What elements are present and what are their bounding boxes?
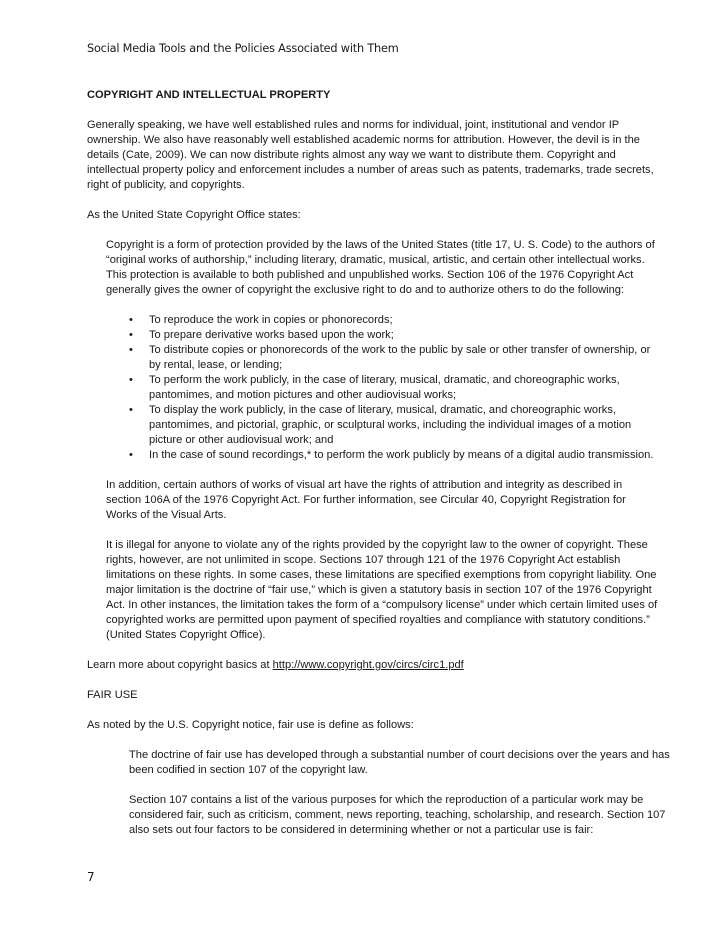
list-item-text: In the case of sound recordings,* to perform the work publicly by means of a digital audio transmission. (149, 449, 654, 461)
list-item-text: To distribute copies or phonorecords of the work to the public by sale or other transfer of ownership, or by rental, lease, or lending; (149, 344, 651, 371)
section-heading: COPYRIGHT AND INTELLECTUAL PROPERTY (87, 89, 331, 101)
quote-paragraph-2: In addition, certain authors of works of visual art have the rights of attribution and integrity as described in section 106A of the 1976 Copyright Act. For further information, see Circular 40, Copyright Registration for Works of the Visual Arts. (106, 479, 626, 521)
fair-use-lead-in: As noted by the U.S. Copyright notice, fair use is define as follows: (87, 719, 414, 731)
bullet-icon: • (129, 449, 133, 461)
learn-more-paragraph (87, 658, 659, 673)
fair-use-quote (129, 748, 677, 838)
list-item-text: To reproduce the work in copies or phonorecords; (149, 314, 393, 326)
list-item (106, 403, 659, 448)
fair-use-heading: FAIR USE (87, 689, 138, 701)
list-item (106, 448, 659, 463)
bullet-icon: • (129, 329, 133, 341)
list-item (106, 373, 659, 403)
list-item-text: To prepare derivative works based upon the work; (149, 329, 394, 341)
quote-paragraph-3: It is illegal for anyone to violate any of the rights provided by the copyright law to the owner of copyright. These rights, however, are not unlimited in scope. Sections 107 through 121 of the 1976 Copyright Act establish limitations on these rights. In some cases, these limitations are specified exemptions from copyright liability. One major limitation is the doctrine of “fair use,” which is given a statutory basis in section 107 of the 1976 Copyright Act. In other instances, the limitation takes the form of a “compulsory license” under which certain limited uses of copyrighted works are permitted upon payment of specified royalties and compliance with statutory conditions.” (United States Copyright Office). (106, 539, 658, 641)
lead-in-paragraph: As the United State Copyright Office states: (87, 209, 301, 221)
copyright-office-quote-continued (106, 478, 659, 643)
fair-use-paragraph-1: The doctrine of fair use has developed through a substantial number of court decisions over the years and has been codified in section 107 of the copyright law. (129, 749, 670, 776)
page-number: 7 (87, 870, 95, 884)
bullet-icon: • (129, 374, 133, 386)
list-item-text: To perform the work publicly, in the case of literary, musical, dramatic, and choreographic works, pantomimes, and motion pictures and other audiovisual works; (149, 374, 620, 401)
running-head: Social Media Tools and the Policies Associated with Them (87, 42, 399, 55)
copyright-basics-link[interactable]: http://www.copyright.gov/circs/circ1.pdf (272, 659, 464, 671)
bullet-icon: • (129, 344, 133, 356)
fair-use-paragraph-2: Section 107 contains a list of the various purposes for which the reproduction of a particular work may be considered fair, such as criticism, comment, news reporting, teaching, scholarship, and research. Section 107 also sets out four factors to be considered in determining whether or not a particular use is fair: (129, 794, 666, 836)
exclusive-rights-list (87, 313, 659, 463)
bullet-icon: • (129, 314, 133, 326)
copyright-office-quote (106, 238, 659, 298)
intro-paragraph: Generally speaking, we have well established rules and norms for individual, joint, institutional and vendor IP ownership. We also have reasonably well established academic norms for attribution. However, the devil is in the details (Cate, 2009). We can now distribute rights almost any way we want to distribute them. Copyright and intellectual property policy and enforcement includes a number of areas such as patents, trademarks, trade secrets, right of publicity, and copyrights. (87, 119, 654, 191)
quote-paragraph-1: Copyright is a form of protection provided by the laws of the United States (title 17, U. S. Code) to the authors of “original works of authorship,” including literary, dramatic, musical, artistic, and certain other intellectual works. This protection is available to both published and unpublished works. Section 106 of the 1976 Copyright Act generally gives the owner of copyright the exclusive right to do and to authorize others to do the following: (106, 239, 655, 296)
list-item (106, 328, 659, 343)
bullet-icon: • (129, 404, 133, 416)
list-item (106, 313, 659, 328)
list-item-text: To display the work publicly, in the case of literary, musical, dramatic, and choreographic works, pantomimes, and pictorial, graphic, or sculptural works, including the individual images of a motion picture or other audiovisual work; and (149, 404, 632, 446)
body-text (87, 88, 670, 853)
list-item (106, 343, 659, 373)
learn-more-prefix: Learn more about copyright basics at (87, 659, 273, 671)
